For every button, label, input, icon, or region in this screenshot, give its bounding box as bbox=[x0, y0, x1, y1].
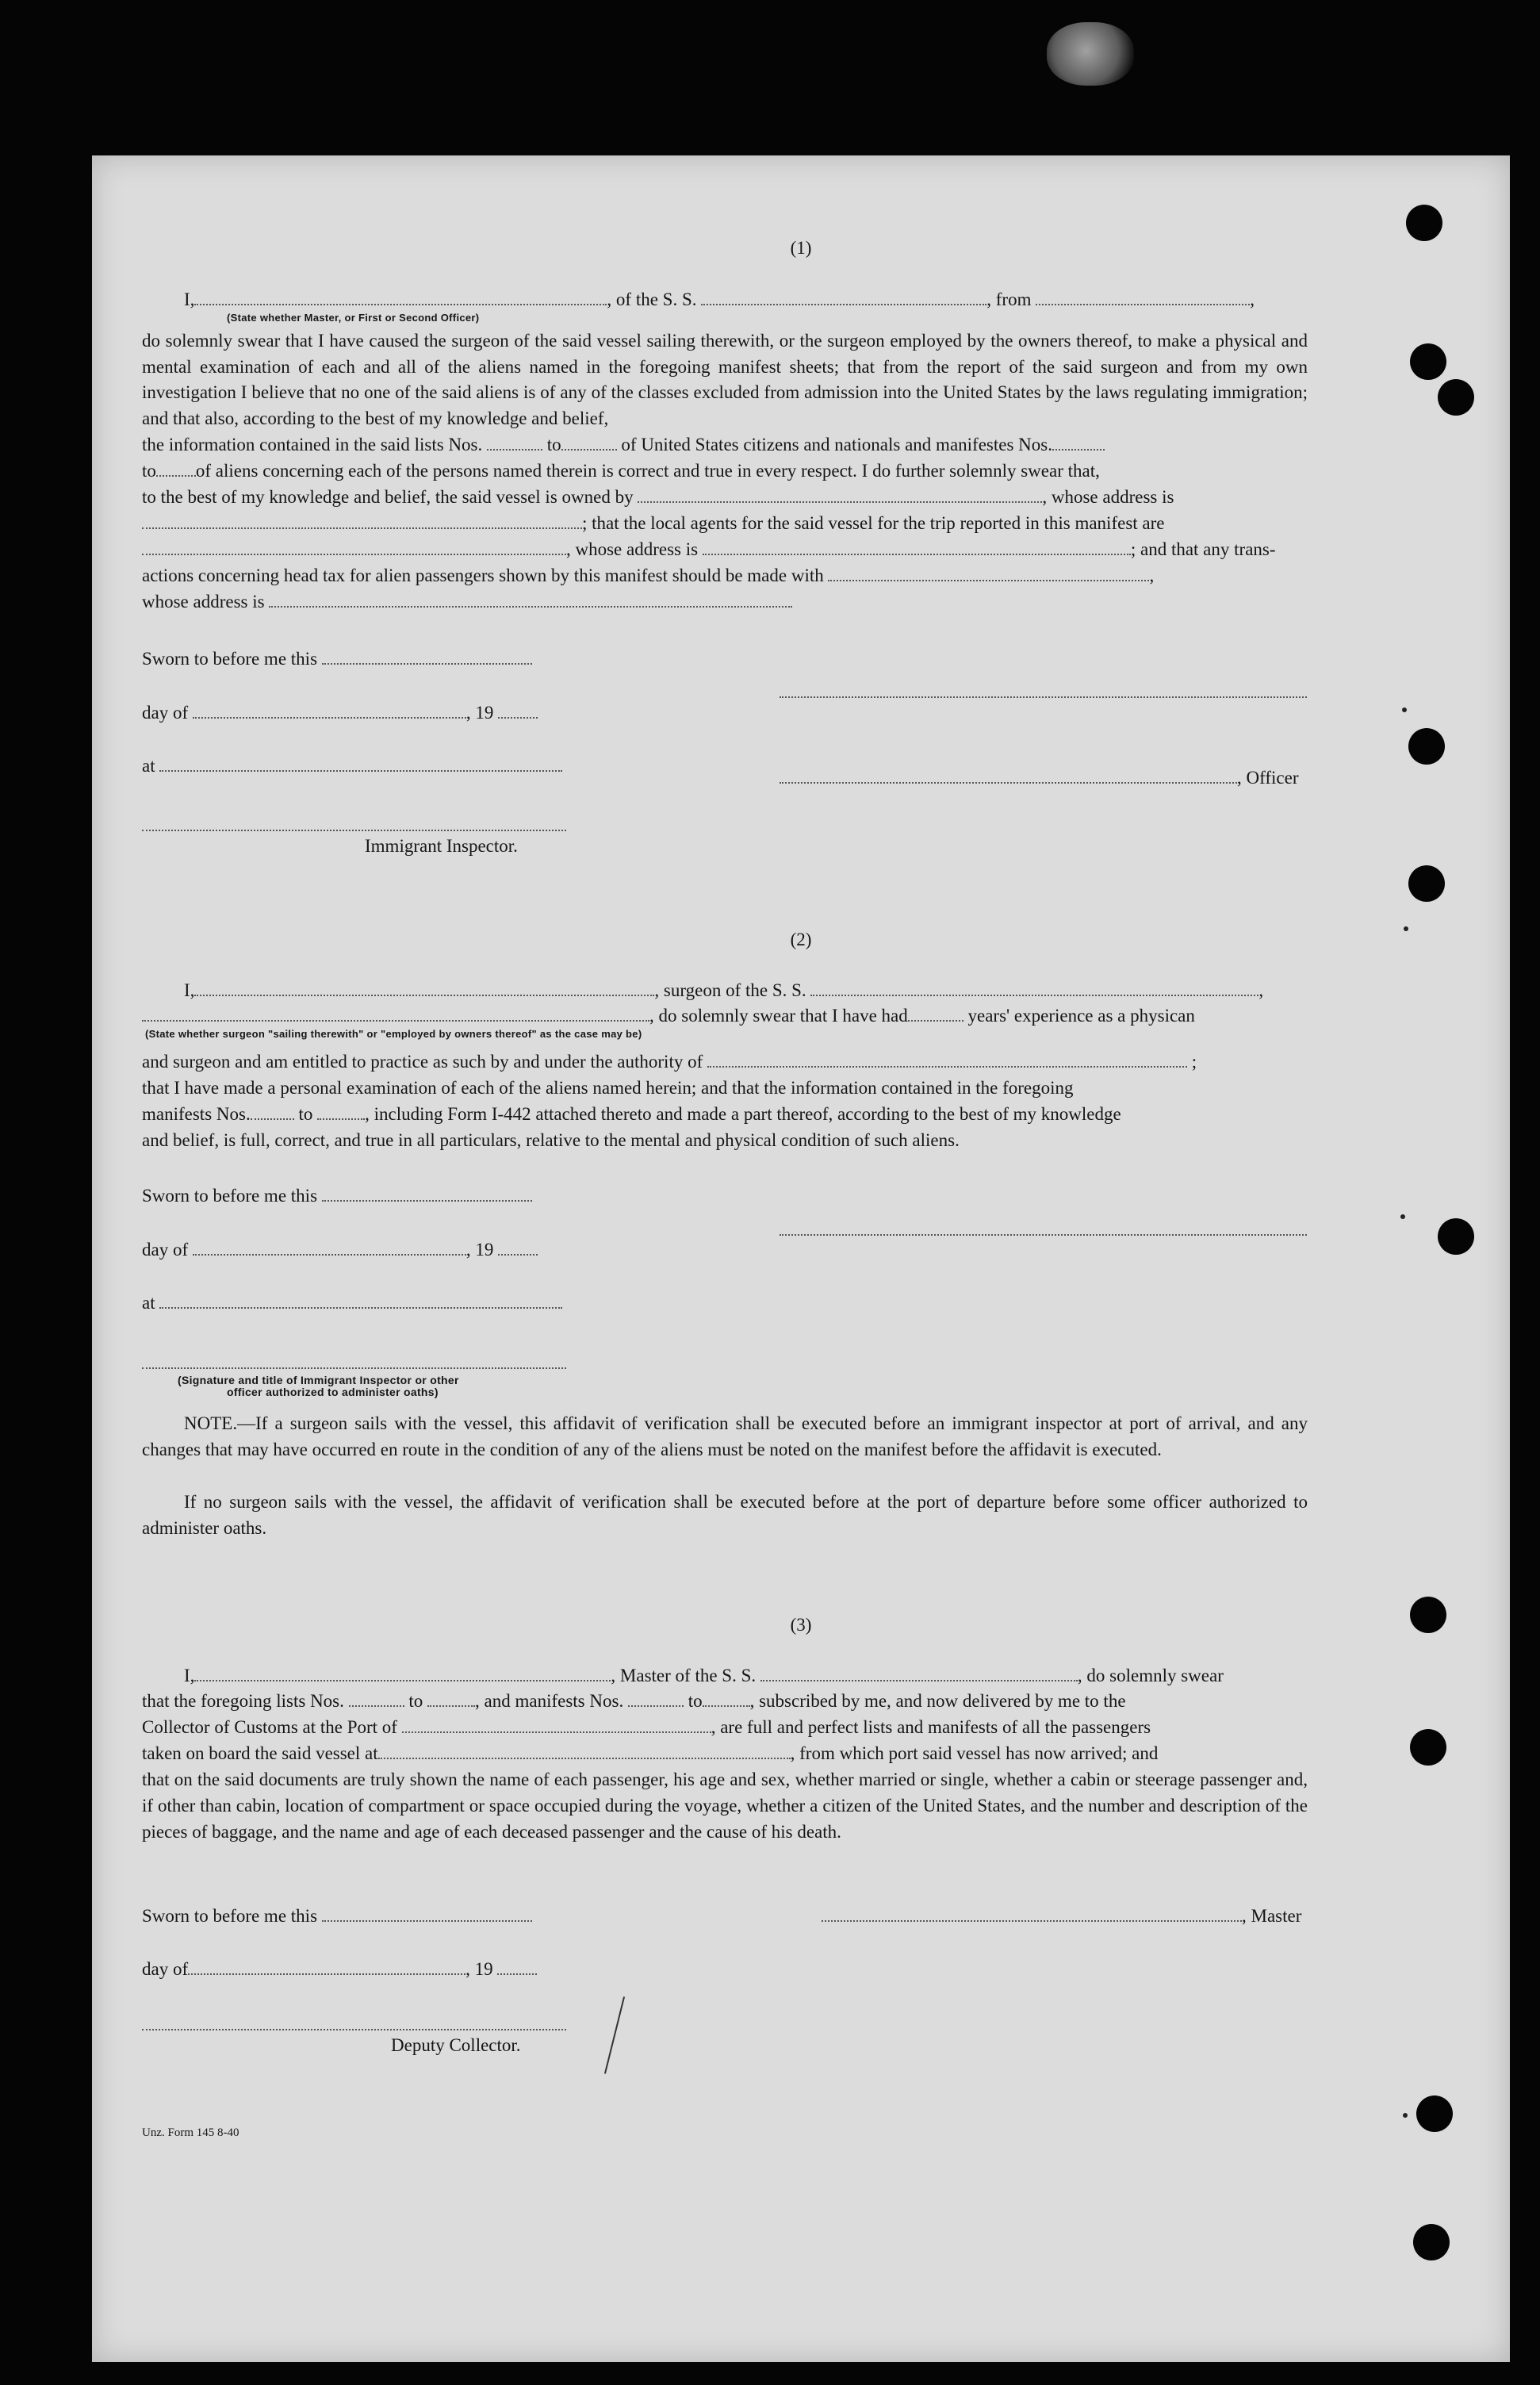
section-1-inspector-line bbox=[142, 828, 566, 831]
ship-name-field bbox=[701, 288, 986, 305]
surgeon-status-field bbox=[142, 1004, 649, 1022]
authority-field bbox=[707, 1050, 1187, 1068]
section-2-number: (2) bbox=[790, 930, 812, 949]
head-tax-party-field bbox=[828, 564, 1149, 581]
agents-field bbox=[142, 538, 566, 555]
punch-hole bbox=[1410, 343, 1446, 380]
punch-hole bbox=[1413, 2224, 1450, 2260]
section-1-at: at bbox=[142, 754, 562, 776]
section-3-number: (3) bbox=[790, 1615, 812, 1635]
punch-hole bbox=[1416, 2096, 1453, 2132]
section-3-day: day of , 19 bbox=[142, 1957, 537, 1980]
section-3-lists-line: that the foregoing lists Nos. to , and manifests Nos. to , subscribed by me, and now delivered by me to the bbox=[142, 1691, 1126, 1711]
boarding-port-field bbox=[378, 1742, 791, 1759]
section-1-header-line: I, , of the S. S. , from , bbox=[184, 289, 1255, 309]
punch-hole bbox=[1406, 205, 1442, 241]
surgeon-caption: (State whether surgeon "sailing therewith" or "employed by owners thereof" as the case may be) bbox=[145, 1028, 642, 1040]
ink-speck bbox=[1400, 1214, 1405, 1219]
section-1-head-tax-line: actions concerning head tax for alien passengers shown by this manifest should be made with , bbox=[142, 566, 1155, 585]
section-2-body: that I have made a personal examination of each of the aliens named herein; and that the information contained in the foregoing bbox=[142, 1078, 1074, 1098]
ship-name-field-2 bbox=[810, 979, 1258, 996]
section-3-collector-line: Collector of Customs at the Port of , are full and perfect lists and manifests of all the passengers bbox=[142, 1717, 1151, 1737]
section-2-signature-line bbox=[780, 1233, 1307, 1236]
ink-speck bbox=[1403, 2113, 1408, 2118]
owner-address-field bbox=[142, 512, 582, 529]
section-3-master-sign: , Master bbox=[822, 1904, 1301, 1927]
signature-caption-1: (Signature and title of Immigrant Inspector or other bbox=[178, 1374, 459, 1386]
note-paragraph-1: NOTE.—If a surgeon sails with the vessel, this affidavit of verification shall be executed before an immigrant inspector at port of arrival, and any changes that may have occurred en route in the condition of any of the aliens must be noted on the manifest before the affidavit is executed. bbox=[142, 1413, 1308, 1459]
punch-hole bbox=[1408, 865, 1445, 902]
section-2-inspector-line bbox=[142, 1366, 566, 1369]
punch-hole bbox=[1410, 1729, 1446, 1766]
officer-rank-field bbox=[194, 288, 607, 305]
section-1-whose-line: whose address is bbox=[142, 589, 1308, 615]
form-identifier: Unz. Form 145 8-40 bbox=[142, 2126, 239, 2139]
section-1-sworn: Sworn to before me this bbox=[142, 647, 532, 669]
section-1-agent-address-line: , whose address is ; and that any trans- bbox=[142, 536, 1308, 562]
departure-port-field bbox=[1036, 288, 1250, 305]
section-1-inspector: Immigrant Inspector. bbox=[365, 836, 518, 856]
punch-hole bbox=[1438, 379, 1474, 416]
note-paragraph-2: If no surgeon sails with the vessel, the affidavit of verification shall be executed before at the port of departure before some officer authorized to administer oaths. bbox=[142, 1492, 1308, 1538]
section-2-manifests-line: manifests Nos. to , including Form I-442 attached thereto and made a part thereof, according to the best of my knowledge bbox=[142, 1104, 1121, 1124]
section-3-sworn: Sworn to before me this bbox=[142, 1904, 532, 1927]
section-1-lists-line: the information contained in the said lists Nos. to of United States citizens and nationals and manifestes Nos. bbox=[142, 431, 1308, 458]
punch-hole bbox=[1438, 1218, 1474, 1255]
section-2-surgeon-line: I, , surgeon of the S. S. , bbox=[184, 980, 1264, 1000]
ship-name-field-3 bbox=[760, 1664, 1078, 1681]
signature-caption-2: officer authorized to administer oaths) bbox=[227, 1386, 439, 1398]
punch-hole bbox=[1408, 728, 1445, 765]
section-2-swear-line: , do solemnly swear that I have had years' experience as a physican bbox=[142, 1003, 1308, 1029]
section-2-belief-line: and belief, is full, correct, and true in all particulars, relative to the mental and physical condition of such aliens. bbox=[142, 1130, 960, 1150]
section-1-officer: , Officer bbox=[780, 766, 1298, 788]
section-3-deputy-line bbox=[142, 2027, 566, 2030]
head-tax-address-field bbox=[269, 590, 792, 608]
master-caption: (State whether Master, or First or Second Officer) bbox=[227, 312, 480, 324]
section-2-at: at bbox=[142, 1291, 562, 1313]
section-1-owner-line: to the best of my knowledge and belief, the said vessel is owned by , whose address is bbox=[142, 487, 1174, 507]
port-field bbox=[402, 1716, 711, 1733]
pencil-mark bbox=[604, 1996, 625, 2074]
section-2-sworn: Sworn to before me this bbox=[142, 1184, 532, 1206]
ink-speck bbox=[1402, 707, 1407, 712]
section-1-aliens-line: to of aliens concerning each of the persons named therein is correct and true in every respect. I do further solemnly swear that, bbox=[142, 461, 1100, 481]
section-1-number: (1) bbox=[790, 238, 812, 258]
section-3-board-line: taken on board the said vessel at , from which port said vessel has now arrived; and bbox=[142, 1743, 1159, 1763]
section-3-deputy: Deputy Collector. bbox=[391, 2035, 521, 2055]
agent-address-field bbox=[703, 538, 1131, 555]
manifest-affidavit-page bbox=[92, 155, 1510, 2362]
section-3-body: that on the said documents are truly shown the name of each passenger, his age and sex, whether married or single, whether a cabin or steerage passenger and, if other than cabin, location of compartment or space occupied during the voyage, whether a citizen of the United States, and the number and description of the pieces of baggage, and the name and age of each deceased passenger and the cause of his death. bbox=[142, 1770, 1308, 1842]
section-1-body: do solemnly swear that I have caused the surgeon of the said vessel sailing therewith, or the surgeon employed by the owners thereof, to make a physical and mental examination of each and all of the aliens named in the foregoing manifest sheets; that from the report of the said surgeon and from my own investigation I believe that no one of the said aliens is of any of the classes excluded from admission into the United States by the laws regulating immigration; and that also, according to the best of my knowledge and belief, bbox=[142, 331, 1308, 428]
section-1-day: day of , 19 bbox=[142, 701, 538, 723]
section-2-entitled-line: and surgeon and am entitled to practice as such by and under the authority of ; bbox=[142, 1052, 1197, 1072]
years-field bbox=[908, 1004, 963, 1022]
section-1-signature-line bbox=[780, 695, 1307, 698]
ink-stamp-mark bbox=[1047, 22, 1134, 86]
section-1-agents-line: ; that the local agents for the said vessel for the trip reported in this manifest are bbox=[142, 510, 1308, 536]
section-2-day: day of , 19 bbox=[142, 1238, 538, 1260]
section-3-master-line: I, , Master of the S. S. , do solemnly swear bbox=[184, 1666, 1224, 1685]
owner-field bbox=[638, 485, 1042, 503]
